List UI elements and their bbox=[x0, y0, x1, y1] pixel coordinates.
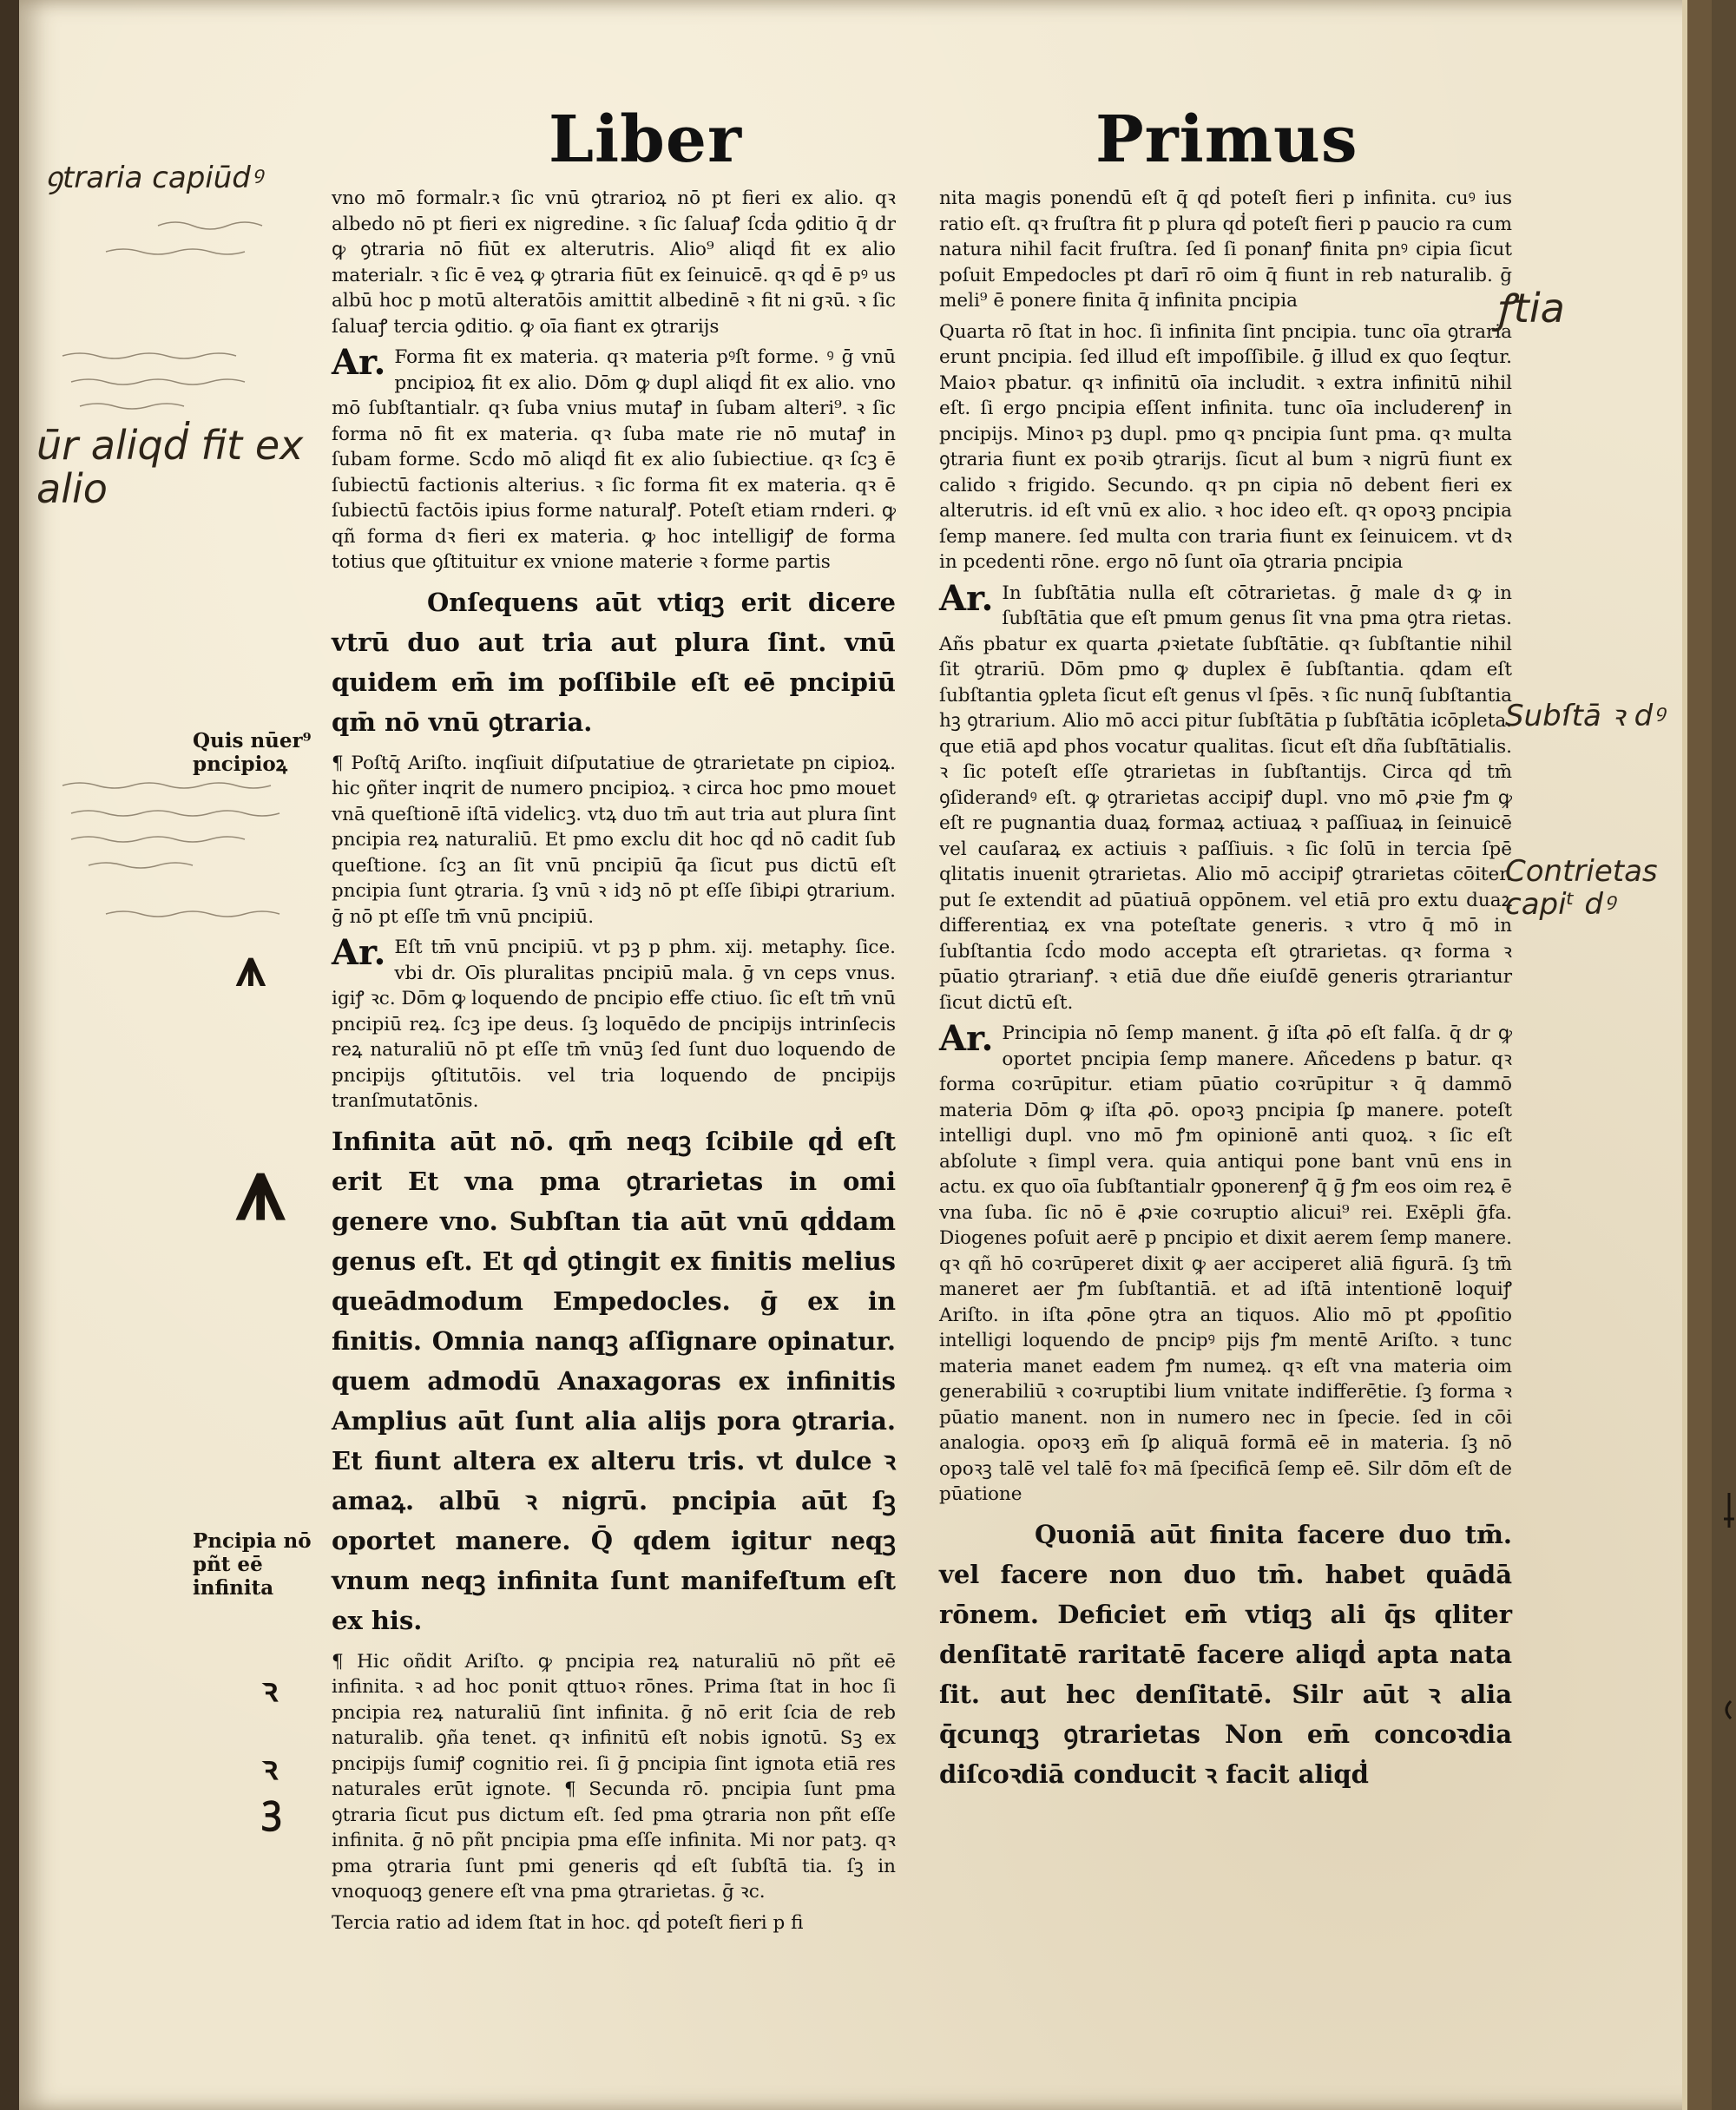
commentary-paragraph: Forma fit ex materia. qꝛ materia pꝰſt forme. ꝰ ḡ vnū pncipioꝝ fit ex alio. Dōm ꝙ dupl aliqḋ fit ex alio. vno mō ſubſtantialr. qꝛ ſuba vnius mutaꝭ in ſubam alteri⁹. ꝛ ſic forma nō fit ex materia. qꝛ ſuba mate rie nō mutaꝭ in ſubam forme. Scḋo mō aliqḋ fit ex alio ſubiectiue. qꝛ ſcꝫ ē ſubiectū factionis alterius. ꝛ ſic forma fit ex materia. qꝛ ē ſubiectū factōis ipius forme naturalꝭ. Poteſt etiam rnderi. ꝙ qñ forma dꝛ fieri ex materia. ꝙ hoc intelligiꝭ de forma totius que ꝯſtituitur ex vnione materie ꝛ forme partis bbox=[332, 346, 896, 573]
question-block bbox=[939, 577, 1512, 1016]
running-head-right: Primus bbox=[1095, 102, 1358, 177]
commentary-paragraph: Eſt tm̄ vnū pncipiū. vt pꝫ p phm. xij. metaphy. ſice. vbi dr. Oīs pluralitas pncipiū mala. ḡ vn ceps vnus. igiꝭ ꝛc. Dōm ꝙ loquendo de pncipio effe ctiuo. ſic eſt tm̄ vnū pncipiū reꝝ. ſcꝫ ipe deus. ſꝫ loquēdo de pncipijs intrinſecis reꝝ naturaliū nō pt eſſe tm̄ vnūꝫ ſed ſunt duo loquendo de pncipijs ꝯſtitutōis. vel tria loquendo de pncipijs tranſmutatōnis. bbox=[332, 937, 896, 1112]
faint-annotations bbox=[54, 200, 323, 582]
commentary-paragraph: Principia nō ſemp manent. ḡ iſta ꝓō eſt falſa. q̄ dr ꝙ oportet pncipia ſemp manere. Añcedens p batur. qꝛ forma coꝛrūpitur. etiam pūatio coꝛrūpitur ꝛ q̄ dammō materia Dōm ꝙ iſta ꝓō. opoꝛꝫ pncipia ſꝑ manere. poteſt intelligi dupl. vno mō ꝭm opinionē anti quoꝝ. ꝛ ſic eſt abſolute ꝛ ſimpl vera. quia antiqui pone bant vnū ens in actu. ex quo oīa ſubſtantialr ꝯponerenꝭ q̄ ḡ ꝭm eos oim reꝝ ē vna ſuba. ſic nō ē ꝓꝛie coꝛruptio alicui⁹ rei. Exēpli ḡfa. Diogenes poſuit aerē p pncipio et dixit aerem ſemp manere. qꝛ qñ hō coꝛrūperet dixit ꝙ aer acciperet aliā figurā. ſꝫ tm̄ maneret aer ꝭm ſubſtantiā. et ad iſtā intentionē loquiꝭ Ariſto. in iſta ꝓōne ꝯtra an tiquos. Alio mō pt ꝓpoſitio intelligi loquendo de pncipꝰ pijs ꝭm mentē Ariſto. ꝛ tunc materia manet eadem ꝭm numeꝝ. qꝛ eſt vna materia oim generabiliū ꝛ coꝛruptibi lium vnitate indifferētie. ſꝫ forma ꝛ pūatio manent. non in numero nec in ſpecie. ſed in cōi analogia. opoꝛꝫ em̄ ſꝑ aliquā formā eē in materia. ſꝫ nō opoꝛꝫ talē vel talē foꝛ mā ſpecificā ſemp eē. Silr dōm eſt de pūatione bbox=[939, 1022, 1512, 1505]
question-block bbox=[939, 1018, 1512, 1508]
margin-mark: ⩚ bbox=[236, 1137, 286, 1239]
margin-mark: ꝫ bbox=[262, 1787, 282, 1831]
commentary-paragraph: Quarta rō ſtat in hoc. ſi infinita ſint pncipia. tunc oīa ꝯtraria erunt pncipia. ſed illud eſt impoſſibile. ḡ illud ex quo ſeqtur. Maioꝛ pbatur. qꝛ infinitū oīa includit. ꝛ extra infinitū nihil eſt. ſi ergo pncipia eſſent infinita. tunc oīa includerenꝭ in pncipijs. Minoꝛ pꝫ dupl. pmo qꝛ pncipia ſunt pma. qꝛ multa ꝯtraria fiunt ex poꝛib ꝯtrarijs. ſicut al bum ꝛ nigrū fiunt ex calido ꝛ frigido. Secundo. qꝛ pn cipia nō debent fieri ex alterutris. id eſt vnū ex alio. ꝛ hoc ideo eſt. qꝛ opoꝛꝫ pncipia ſemp manere. ſed multa con traria fiunt ex ſeinuicem. vt dꝛ in pcedenti rōne. ergo nō ſunt oīa ꝯtraria pncipia bbox=[939, 320, 1512, 573]
handwritten-gloss: Subſtā ꝛ dꝰ bbox=[1505, 699, 1665, 733]
printed-side-note: Quis nūer⁹ pncipioꝝ bbox=[193, 729, 312, 776]
question-marker: Ar. bbox=[332, 932, 386, 973]
question-marker: Ar. bbox=[332, 342, 386, 383]
book-page bbox=[19, 0, 1712, 2110]
commentary-paragraph: In ſubſtātia nulla eſt cōtrarietas. ḡ male dꝛ ꝙ in ſubſtātia que eſt pmum genus ſit vna pma ꝯtra rietas. Añs pbatur ex quarta ꝓꝛietate ſubſtātie. qꝛ ſubſtantie nihil ſit ꝯtrariū. Dōm pmo ꝙ duplex ē ſubſtantia. qdam eſt ſubſtantia ꝯpleta ſicut eſt genus vl ſpēs. ꝛ ſic nunq̄ ſubſtantia hꝫ ꝯtrarium. Alio mō acci pitur ſubſtātia p ſubſtātia icōpleta. que etiā apd phos vocatur qualitas. ſicut eſt dña ſubſtātialis. ꝛ ſic poteſt eſſe ꝯtrarietas in ſubſtantijs. Circa qḋ tm̄ ꝯſiderandꝰ eſt. ꝙ ꝯtrarietas accipiꝭ dupl. vno mō ꝓꝛie ꝭm ꝙ eſt re pugnantia duaꝝ formaꝝ actiuaꝝ ꝛ paſſiuaꝝ in ſeinuicē vel cauſaraꝝ ex actiuis ꝛ paſſiuis. ꝛ ſic ſolū in tercia ſpē qlitatis inuenit ꝯtrarietas. Alio mō accipiꝭ ꝯtrarietas cōiter. put ſe extendit ad pūatiuā oppōnem. vel etiā pro extu duaꝝ differentiaꝝ ex vna poteſtate generis. ꝛ vtro q̄ mō in ſubſtantia ſcḋo modo accepta eſt ꝯtrarietas. qꝛ forma ꝛ pūatio ꝯtrarianꝭ. ꝛ etiā due dñe eiuſdē generis ꝯtrariantur ſicut dictū eſt. bbox=[939, 582, 1512, 1014]
commentary-paragraph: nita magis ponendū eſt q̄ qḋ poteſt fieri p infinita. cuꝰ ius ratio eſt. qꝛ fruſtra fit p plura qḋ poteſt fieri p paucio ra cum natura nihil facit fruſtra. ſed ſi ponanꝭ finita pnꝰ cipia ſicut poſuit Empedocles pt darī rō oim q̄ fiunt in reb naturalib. ḡ meli⁹ ē ponere finita q̄ infinita pncipia bbox=[939, 187, 1512, 312]
commentary-paragraph: ¶ Poſtq̄ Ariſto. inqſiuit diſputatiue de ꝯtrarietate pn cipioꝝ. hic ꝯñter inqrit de numero pncipioꝝ. ꝛ circa hoc pmo mouet vnā queſtionē iſtā videlicꝫ. vtꝝ duo tm̄ aut tria aut plura ſint pncipia reꝝ naturaliū. Et pmo exclu dit hoc qḋ nō cadit ſub queſtione. ſcꝫ an ſit vnū pncipiū q̄a ſicut pus dictū eſt pncipia ſunt ꝯtraria. ſꝫ vnū ꝛ idꝫ nō pt eſſe ſibiꝓi ꝯtrarium. ḡ nō pt eſſe tm̄ vnū pncipiū. bbox=[332, 752, 896, 928]
aristotle-text: Onſequens aūt vtiqꝫ erit dicere vtrū duo aut tria aut plura ſint. vnū quidem em̄ im poſſibile eſt eē pncipiū qm̄ nō vnū ꝯtraria. bbox=[332, 587, 896, 737]
handwritten-gloss: ūr aliqḋ fit ex alio bbox=[36, 422, 304, 512]
margin-mark: ꝛ bbox=[262, 1670, 279, 1709]
question-marker: Ar. bbox=[939, 577, 994, 619]
handwritten-gloss: ꝯtraria capiūdꝰ bbox=[45, 161, 262, 195]
aristotle-text: Infinita aūt nō. qm̄ neqꝫ ſcibile qḋ eſt erit Et vna pma ꝯtrarietas in omi genere vno. Subſtan tia aūt vnū qḋdam genus eſt. Et qḋ ꝯtingit ex finitis melius queādmodum Empedocles. ḡ ex in finitis. Omnia nanqꝫ aſſignare opinatur. quem admodū Anaxagoras ex infinitis Amplius aūt ſunt alia alijs pora ꝯtraria. Et fiunt altera ex alteru tris. vt dulce ꝛ amaꝝ. albū ꝛ nigrū. pncipia aūt ſꝫ oportet manere. Q̄ qdem igitur neqꝫ vnum neqꝫ infinita ſunt manifeſtum eſt ex his. bbox=[332, 1126, 896, 1635]
question-block bbox=[332, 342, 896, 575]
handwritten-gloss: Contrietas capiᵗ dꝰ bbox=[1505, 854, 1658, 922]
margin-mark: ꝛ bbox=[262, 1748, 279, 1787]
page-edge bbox=[1687, 0, 1712, 2110]
running-head-left: Liber bbox=[549, 102, 742, 177]
question-marker: Ar. bbox=[939, 1018, 994, 1059]
printed-side-note: Pncipia nō pñt eē infinita bbox=[193, 1529, 312, 1600]
commentary-paragraph: ¶ Hic oñdit Ariſto. ꝙ pncipia reꝝ naturaliū nō pñt eē infinita. ꝛ ad hoc ponit qttuoꝛ rōnes. Prima ſtat in hoc ſi pncipia reꝝ naturaliū ſint infinita. ḡ nō erit ſcia de reb naturalib. ꝯña tenet. qꝛ infinitū eſt nobis ignotū. Sꝫ ex pncipijs ſumiꝭ cognitio rei. ſi ḡ pncipia ſint ignota etiā res naturales erūt ignote. ¶ Secunda rō. pncipia ſunt pma ꝯtraria ſicut pus dictum eſt. ſed pma ꝯtraria non pñt eſſe infinita. ḡ nō pñt pncipia pma eſſe infinita. Mi nor patꝫ. qꝛ pma ꝯtraria ſunt pmi generis qḋ eſt ſubſtā tia. ſꝫ in vnoquoqꝫ genere eſt vna pma ꝯtrarietas. ḡ ꝛc. bbox=[332, 1650, 896, 1903]
question-block bbox=[332, 932, 896, 1114]
commentary-paragraph: Tercia ratio ad idem ſtat in hoc. qḋ poteſt fieri p fi bbox=[332, 1911, 804, 1934]
handwritten-gloss: ꝭtia bbox=[1495, 285, 1565, 332]
commentary-paragraph: vno mō formalr.ꝛ ſic vnū ꝯtrarioꝝ nō pt fieri ex alio. qꝛ albedo nō pt fieri ex nigredine. ꝛ ſic ſaluaꝭ ſcḋa ꝯditio q̄ dr ꝙ ꝯtraria nō fiūt ex alterutris. Alio⁹ aliqḋ fit ex alio materialr. ꝛ ſic ē veꝝ ꝙ ꝯtraria fiūt ex ſeinuicē. qꝛ qḋ ē pꝰ us albū hoc p motū alteratōis amittit albedinē ꝛ fit ni gꝛū. ꝛ ſic ſaluaꝭ tercia ꝯditio. ꝙ oīa fiant ex ꝯtrarijs bbox=[332, 187, 896, 338]
faint-annotations bbox=[54, 768, 332, 942]
left-column bbox=[332, 186, 896, 1941]
right-column bbox=[939, 186, 1512, 1803]
margin-mark: ⩚ bbox=[236, 937, 266, 998]
edge-marks bbox=[1720, 1476, 1736, 1736]
aristotle-text: Quoniā aūt finita facere duo tm̄. vel facere non duo tm̄. habet quādā rōnem. Deficiet em̄ vtiqꝫ ali q̄s qliter denſitatē raritatē facere aliqḋ apta nata ſit. aut hec denſitatē. Silr aūt ꝛ alia q̄cunqꝫ ꝯtrarietas Non em̄ concoꝛdia diſcoꝛdiā conducit ꝛ facit aliqḋ bbox=[939, 1519, 1512, 1789]
binding-gutter bbox=[0, 0, 19, 2110]
